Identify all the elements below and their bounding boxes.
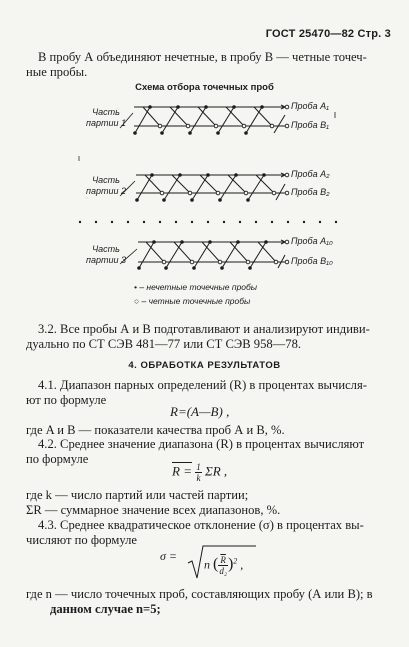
p42-where-1: где k — число партий или частей партии;: [26, 488, 249, 502]
legend-odd: • – нечетные точечные пробы: [134, 282, 258, 292]
p42-line-2: по формуле: [26, 452, 89, 466]
row2-probe-b: Проба B₂: [291, 187, 330, 197]
row3-label: Часть партии 3: [86, 244, 126, 265]
section-4-title: 4. ОБРАБОТКА РЕЗУЛЬТАТОВ: [128, 360, 281, 371]
p42-where-2: ΣR — суммарное значение всех диапазонов, %.: [26, 503, 281, 517]
row1-probe-b: Проба B₁: [291, 120, 329, 130]
p43-where-2: данном случае n=5;: [50, 602, 161, 616]
intro-line-1: В пробу А объединяют нечетные, в пробу В — четные точеч-: [38, 50, 367, 64]
p43-where-1: где n — число точечных проб, составляющих пробу (А или В); в: [26, 587, 373, 601]
p43-line-1: 4.3. Среднее квадратическое отклонение (σ) в процентах вы-: [38, 518, 364, 532]
intro-line-2: ные пробы.: [26, 65, 88, 79]
legend-even: ○ – четные точечные пробы: [134, 296, 251, 306]
p42-line-1: 4.2. Среднее значение диапазона (R) в процентах вычисляют: [38, 437, 365, 451]
p43-line-2: числяют по формуле: [26, 533, 137, 547]
fraction-1-over-k: $\frac{1}{k}$: [196, 462, 201, 483]
row1-probe-a: Проба A₁: [291, 101, 329, 111]
row3-probe-a: Проба A₁₀: [291, 236, 333, 246]
row3-probe-b: Проба B₁₀: [291, 256, 333, 266]
row2-label: Часть партии 2: [86, 175, 126, 196]
p41-line-2: ют по формуле: [26, 393, 107, 407]
row2-probe-a: Проба A₂: [291, 169, 330, 179]
formula-mean-r: R = $\frac{1}{k}$ ΣR ,: [172, 462, 228, 483]
formula-sigma: σ =: [160, 549, 178, 563]
row1-label: Часть партии 1: [86, 107, 126, 128]
formula-r: R=(A—B) ,: [170, 404, 230, 419]
p32-line-2: дуально по СТ СЭВ 481—77 или СТ СЭВ 958—78.: [26, 337, 302, 351]
scheme-title: Схема отбора точечных проб: [135, 82, 274, 93]
p41-line-1: 4.1. Диапазон парных определений (R) в процентах вычисля-: [38, 378, 367, 392]
p41-where: где A и B — показатели качества проб А и В, %.: [26, 423, 285, 437]
page-header: ГОСТ 25470—82 Стр. 3: [265, 28, 391, 40]
p32-line-1: 3.2. Все пробы А и В подготавливают и анализируют индиви-: [38, 322, 370, 336]
formula-sigma-body: n ( $\frac{\overline{R}}{\text{d₂}}$ )$^2$ ,: [204, 555, 244, 576]
fraction-r-over-d2: $\frac{\overline{R}}{\text{d₂}}$: [219, 555, 227, 576]
